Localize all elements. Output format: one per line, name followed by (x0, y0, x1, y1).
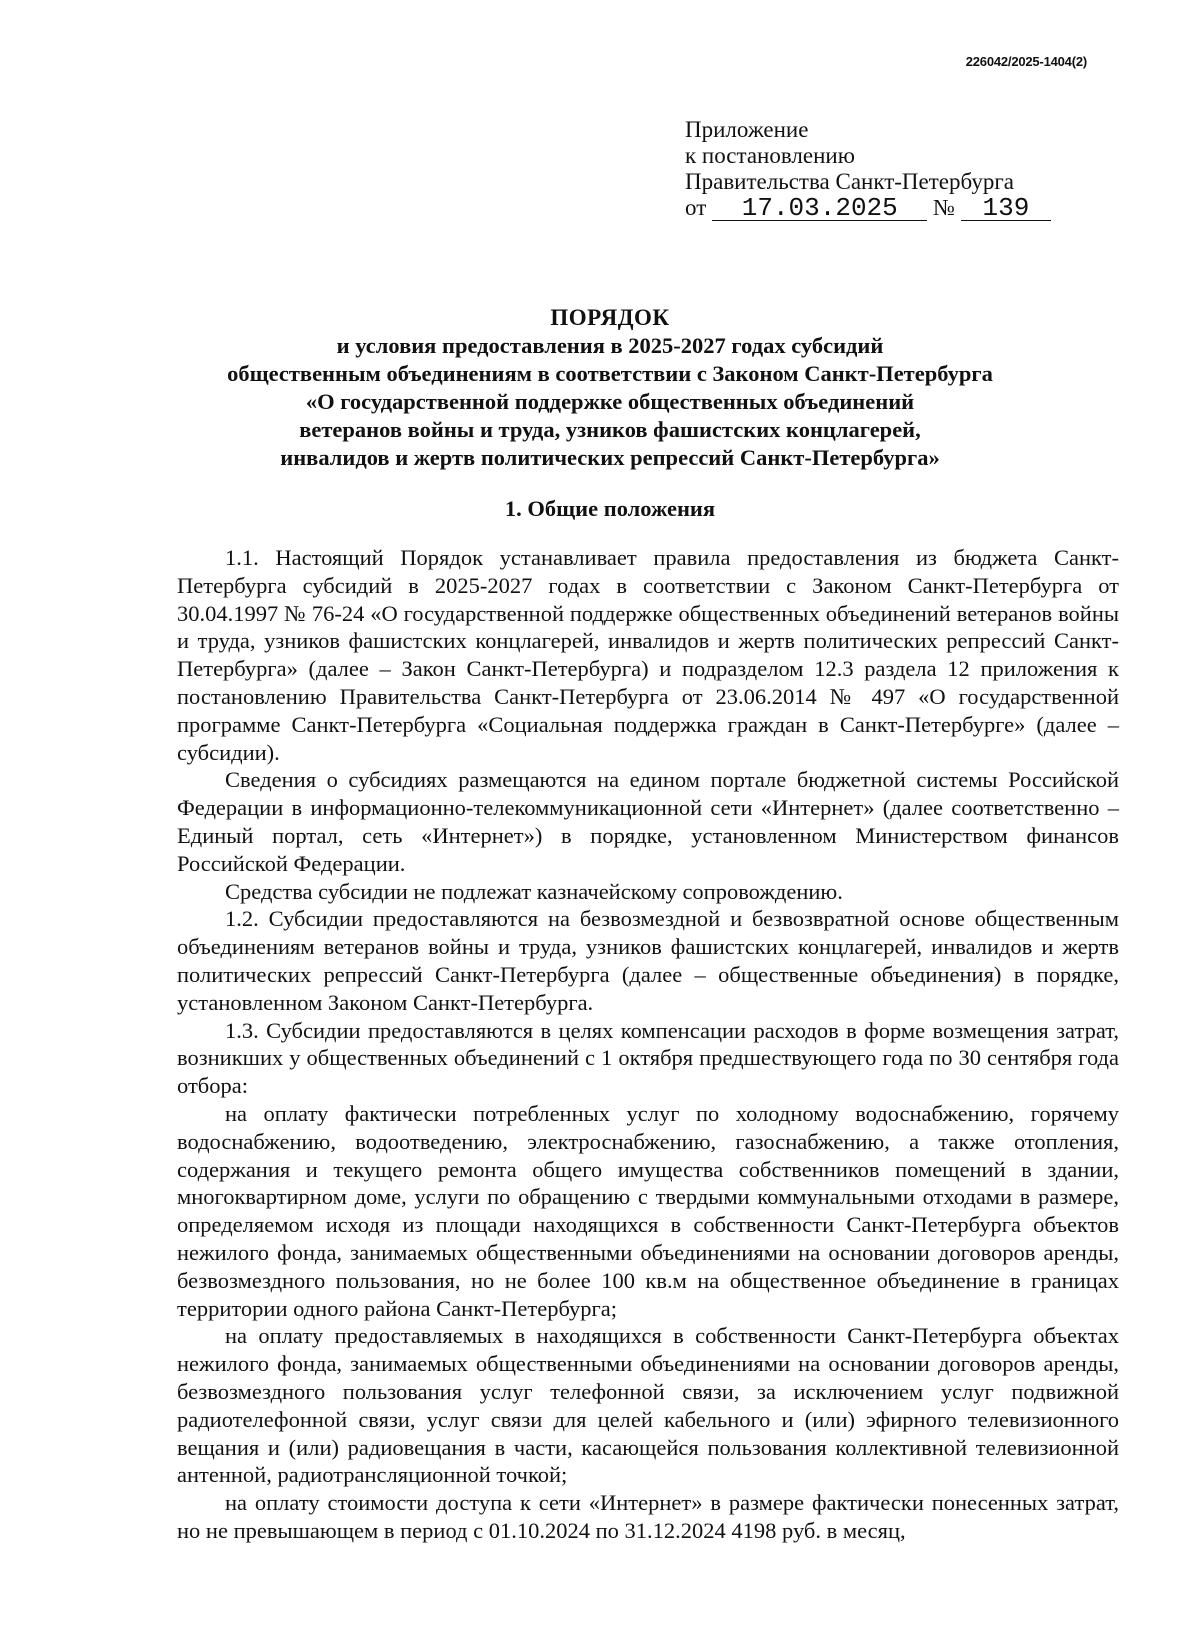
paragraph-1-3: 1.3. Субсидии предоставляются в целях компенсации расходов в форме возмещения затрат, возникших у общественных объединений с 1 октября предшествующего года по 30 сентября года отбора: (177, 1017, 1119, 1099)
section-heading: 1. Общие положения (504, 496, 716, 521)
title-line-2: общественным объединениям в соответствии с Законом Санкт-Петербурга (227, 361, 993, 386)
appendix-date-line (685, 195, 1051, 221)
paragraph-internet: на оплату стоимости доступа к сети «Интернет» в размере фактически понесенных затрат, но не превышающем в период с 01.10.2024 по 31.12.2024 4198 руб. в месяц, (177, 1490, 1119, 1543)
document-title (180, 304, 1040, 472)
resolution-date: 17.03.2025 (712, 196, 927, 221)
title-line-3: «О государственной поддержке общественных объединений (305, 389, 915, 414)
title-line-5: инвалидов и жертв политических репрессий Санкт-Петербурга» (280, 445, 940, 470)
paragraph-1-1: 1.1. Настоящий Порядок устанавливает правила предоставления из бюджета Санкт-Петербурга субсидий в 2025-2027 годах в соответствии с Законом Санкт-Петербурга от 30.04.1997 № 76-24 «О государственной поддержке общественных объединений ветеранов войны и труда, узников фашистских концлагерей, инвалидов и жертв политических репрессий Санкт-Петербурга» (далее – Закон Санкт-Петербурга) и подразделом 12.3 раздела 12 приложения к постановлению Правительства Санкт-Петербурга от 23.06.2014 № 497 «О государственной программе Санкт-Петербурга «Социальная поддержка граждан в Санкт-Петербурге» (далее – субсидии). (177, 545, 1119, 765)
paragraph-treasury: Средства субсидии не подлежат казначейскому сопровождению. (225, 878, 843, 904)
title-main: ПОРЯДОК (550, 305, 670, 330)
number-label: № (933, 195, 955, 220)
title-line-4: ветеранов войны и труда, узников фашистских концлагерей, (299, 417, 921, 442)
from-label: от (685, 195, 707, 220)
appendix-line-2: к постановлению (685, 143, 855, 168)
paragraph-telephone: на оплату предоставляемых в находящихся в собственности Санкт-Петербурга объектах нежилого фонда, занимаемых общественными объединениями на основании договоров аренды, безвозмездного пользования услуг телефонной связи, за исключением услуг подвижной радиотелефонной связи, услуг связи для целей кабельного и (или) эфирного телевизионного вещания и (или) радиовещания в части, касающейся пользования коллективной телевизионной антенной, радиотрансляционной точкой; (177, 1323, 1119, 1488)
appendix-line-3: Правительства Санкт-Петербурга (685, 169, 1014, 194)
paragraph-utilities: на оплату фактически потребленных услуг по холодному водоснабжению, горячему водоснабжению, водоотведению, электроснабжению, газоснабжению, а также отопления, содержания и текущего ремонта общего имущества собственников помещений в здании, многоквартирном доме, услуги по обращению с твердыми коммунальными отходами в размере, определяемом исходя из площади находящихся в собственности Санкт-Петербурга объектов нежилого фонда, занимаемых общественными объединениями на основании договоров аренды, безвозмездного пользования, но не более 100 кв.м на общественное объединение в границах территории одного района Санкт-Петербурга; (177, 1100, 1119, 1321)
paragraph-info: Сведения о субсидиях размещаются на едином портале бюджетной системы Российской Федерации в информационно-телекоммуникационной сети «Интернет» (далее соответственно – Единый портал, сеть «Интернет») в порядке, установленном Министерством финансов Российской Федерации. (177, 767, 1119, 876)
document-reference-number: 226042/2025-1404(2) (965, 54, 1087, 69)
paragraph-1-2: 1.2. Субсидии предоставляются на безвозмездной и безвозвратной основе общественным объединениям ветеранов войны и труда, узников фашистских концлагерей, инвалидов и жертв политических репрессий Санкт-Петербурга (далее – общественные объединения) в порядке, установленном Законом Санкт-Петербурга. (177, 906, 1119, 1015)
appendix-block (685, 117, 1051, 221)
appendix-line-1: Приложение (685, 117, 809, 142)
resolution-number: 139 (961, 196, 1051, 221)
document-body (177, 544, 1119, 1545)
title-line-1: и условия предоставления в 2025-2027 годах субсидий (336, 333, 884, 358)
